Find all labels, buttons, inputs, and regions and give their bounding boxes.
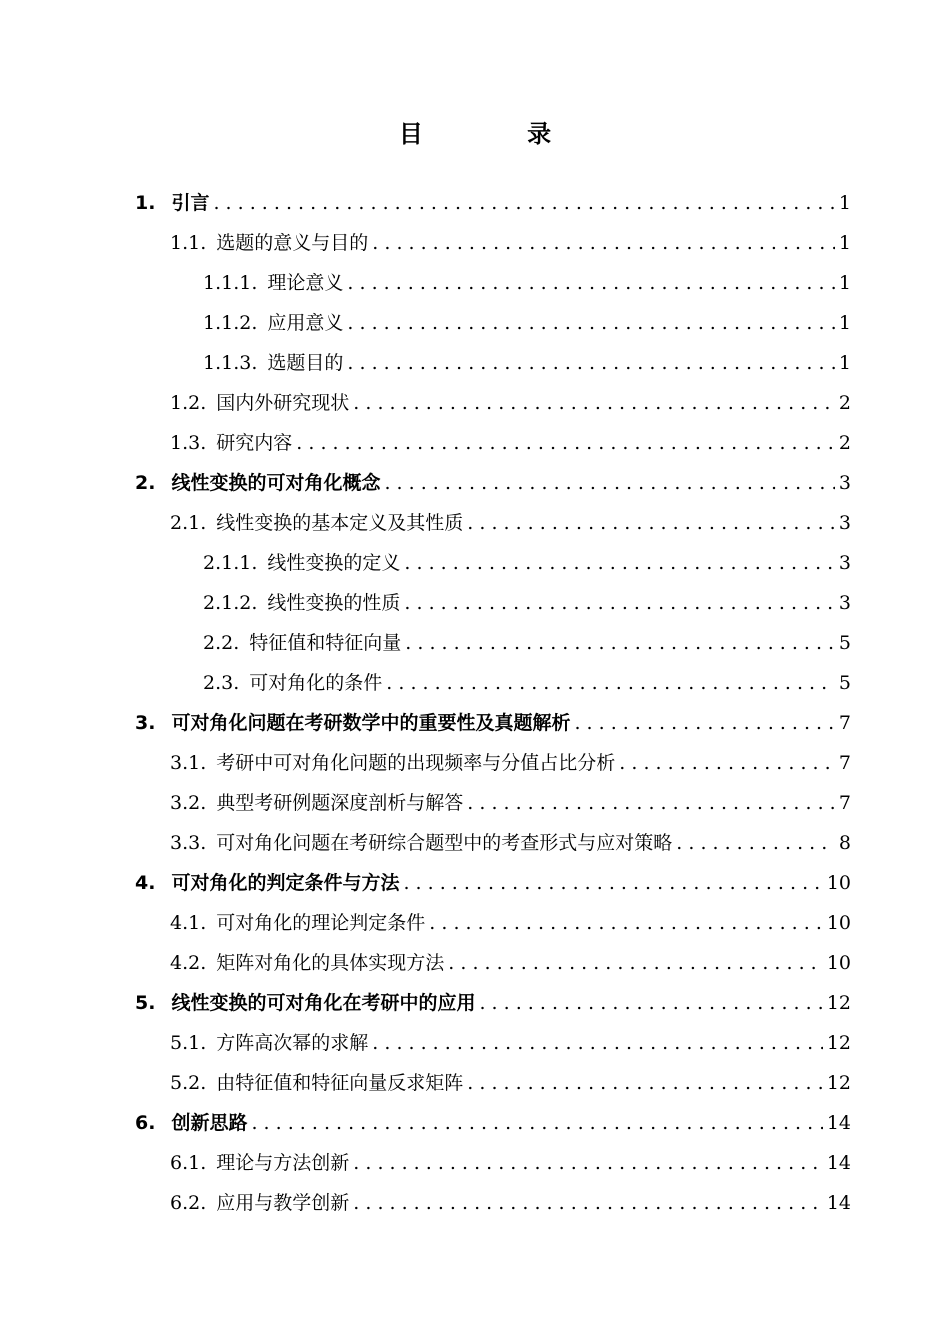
toc-entry-number: 1.1.3. [203,352,258,374]
toc-entry[interactable] [135,863,851,903]
toc-entry[interactable] [203,543,851,583]
toc-dot-leader [676,823,835,863]
toc-entry-page-number: 1 [838,192,851,214]
toc-entry[interactable] [170,823,851,863]
toc-entry-page-number: 14 [826,1192,851,1214]
toc-entry-number: 5.2. [170,1072,207,1094]
toc-entry-number: 1.1.2. [203,312,258,334]
toc-entry[interactable] [170,903,851,943]
toc-entry-label: 引言 [171,192,210,214]
toc-entry-label: 线性变换的基本定义及其性质 [216,512,464,534]
toc-entry-number: 2.2. [203,632,240,654]
toc-entry-page-number: 2 [838,432,851,454]
toc-entry-number: 3.1. [170,752,207,774]
toc-entry-page-number: 1 [838,352,851,374]
toc-entry-label: 方阵高次幂的求解 [216,1032,369,1054]
toc-entry-label: 可对角化问题在考研数学中的重要性及真题解析 [171,712,571,734]
toc-entry[interactable] [203,343,851,383]
toc-entry-number: 1.2. [170,392,207,414]
toc-entry-number: 2.1.1. [203,552,258,574]
toc-entry-label: 考研中可对角化问题的出现频率与分值占比分析 [216,752,616,774]
toc-entry-label: 可对角化的判定条件与方法 [171,872,400,894]
toc-entry-label: 国内外研究现状 [216,392,350,414]
toc-entry[interactable] [203,663,851,703]
toc-entry-label: 线性变换的可对角化在考研中的应用 [171,992,476,1014]
toc-entry-label: 线性变换的可对角化概念 [171,472,381,494]
toc-entry-page-number: 1 [838,312,851,334]
toc-entry-page-number: 7 [838,752,851,774]
toc-entry-page-number: 8 [838,832,851,854]
toc-entry-page-number: 12 [826,992,851,1014]
toc-entry[interactable] [170,383,851,423]
toc-entry[interactable] [203,303,851,343]
toc-entry-label: 由特征值和特征向量反求矩阵 [216,1072,464,1094]
toc-entry[interactable] [170,743,851,783]
toc-entry-number: 3.3. [170,832,207,854]
toc-entry-page-number: 3 [838,472,851,494]
toc-dot-leader [213,183,834,223]
toc-entry-page-number: 10 [826,872,851,894]
toc-entry[interactable] [203,583,851,623]
toc-dot-leader [574,703,834,743]
toc-entry[interactable] [170,1143,851,1183]
toc-entry[interactable] [170,1183,851,1223]
toc-entry-label: 矩阵对角化的具体实现方法 [216,952,445,974]
toc-entry[interactable] [170,503,851,543]
toc-entry-label: 应用意义 [267,312,344,334]
toc-entry-page-number: 2 [838,392,851,414]
toc-entry-number: 4.1. [170,912,207,934]
toc-entry[interactable] [170,423,851,463]
toc-entry-number: 2.3. [203,672,240,694]
toc-entry-label: 线性变换的定义 [267,552,401,574]
toc-dot-leader [404,583,835,623]
toc-entry[interactable] [170,943,851,983]
toc-entry[interactable] [170,783,851,823]
toc-dot-leader [405,623,835,663]
toc-dot-leader [429,903,823,943]
toc-entry[interactable] [135,1103,851,1143]
toc-dot-leader [403,863,822,903]
toc-entry-label: 线性变换的性质 [267,592,401,614]
toc-entry-number: 4. [135,872,156,894]
toc-dot-leader [404,543,835,583]
toc-entry-label: 应用与教学创新 [216,1192,350,1214]
toc-entry-label: 选题的意义与目的 [216,232,369,254]
toc-dot-leader [479,983,822,1023]
toc-entry-page-number: 14 [826,1152,851,1174]
toc-entry-label: 可对角化的条件 [249,672,383,694]
toc-entry[interactable] [135,983,851,1023]
toc-dot-leader [384,463,834,503]
toc-entry-label: 典型考研例题深度剖析与解答 [216,792,464,814]
toc-entry[interactable] [203,623,851,663]
toc-entry-page-number: 12 [826,1032,851,1054]
toc-entry-page-number: 10 [826,912,851,934]
toc-entry[interactable] [135,183,851,223]
toc-dot-leader [619,743,835,783]
toc-dot-leader [448,943,823,983]
toc-dot-leader [372,223,835,263]
toc-entry[interactable] [170,223,851,263]
toc-entry-label: 选题目的 [267,352,344,374]
toc-list [0,183,950,1223]
toc-dot-leader [251,1103,822,1143]
toc-entry-number: 3.2. [170,792,207,814]
toc-entry[interactable] [170,1023,851,1063]
toc-dot-leader [386,663,835,703]
toc-dot-leader [296,423,835,463]
toc-entry-page-number: 14 [826,1112,851,1134]
toc-dot-leader [467,783,835,823]
toc-dot-leader [347,263,835,303]
toc-entry-page-number: 1 [838,232,851,254]
toc-entry-number: 5.1. [170,1032,207,1054]
toc-entry-number: 6.1. [170,1152,207,1174]
toc-entry-label: 研究内容 [216,432,293,454]
toc-entry-page-number: 5 [838,632,851,654]
toc-dot-leader [353,383,835,423]
toc-entry-number: 6. [135,1112,156,1134]
toc-entry-number: 1.1. [170,232,207,254]
toc-dot-leader [353,1143,823,1183]
toc-dot-leader [372,1023,823,1063]
toc-entry-page-number: 10 [826,952,851,974]
toc-entry-number: 3. [135,712,156,734]
toc-entry-label: 可对角化问题在考研综合题型中的考查形式与应对策略 [216,832,673,854]
toc-title: 目 录 [398,120,600,148]
toc-entry-page-number: 7 [838,792,851,814]
toc-entry-page-number: 5 [838,672,851,694]
toc-entry-page-number: 3 [838,592,851,614]
toc-entry-label: 理论与方法创新 [216,1152,350,1174]
toc-entry[interactable] [203,263,851,303]
toc-entry-page-number: 3 [838,512,851,534]
toc-entry-number: 2. [135,472,156,494]
toc-entry-number: 1.3. [170,432,207,454]
toc-entry[interactable] [170,1063,851,1103]
toc-entry-page-number: 7 [838,712,851,734]
toc-entry-number: 6.2. [170,1192,207,1214]
toc-entry-page-number: 3 [838,552,851,574]
toc-entry-number: 1.1.1. [203,272,258,294]
toc-dot-leader [347,343,835,383]
toc-dot-leader [353,1183,823,1223]
toc-entry-label: 创新思路 [171,1112,248,1134]
toc-entry-number: 2.1.2. [203,592,258,614]
toc-entry-number: 5. [135,992,156,1014]
toc-entry-page-number: 12 [826,1072,851,1094]
toc-entry[interactable] [135,463,851,503]
toc-dot-leader [467,503,835,543]
toc-dot-leader [467,1063,823,1103]
toc-entry-label: 理论意义 [267,272,344,294]
toc-entry-number: 1. [135,192,156,214]
toc-entry-label: 特征值和特征向量 [249,632,402,654]
toc-entry-page-number: 1 [838,272,851,294]
toc-entry-number: 4.2. [170,952,207,974]
toc-dot-leader [347,303,835,343]
toc-entry-label: 可对角化的理论判定条件 [216,912,426,934]
toc-entry-number: 2.1. [170,512,207,534]
toc-entry[interactable] [135,703,851,743]
